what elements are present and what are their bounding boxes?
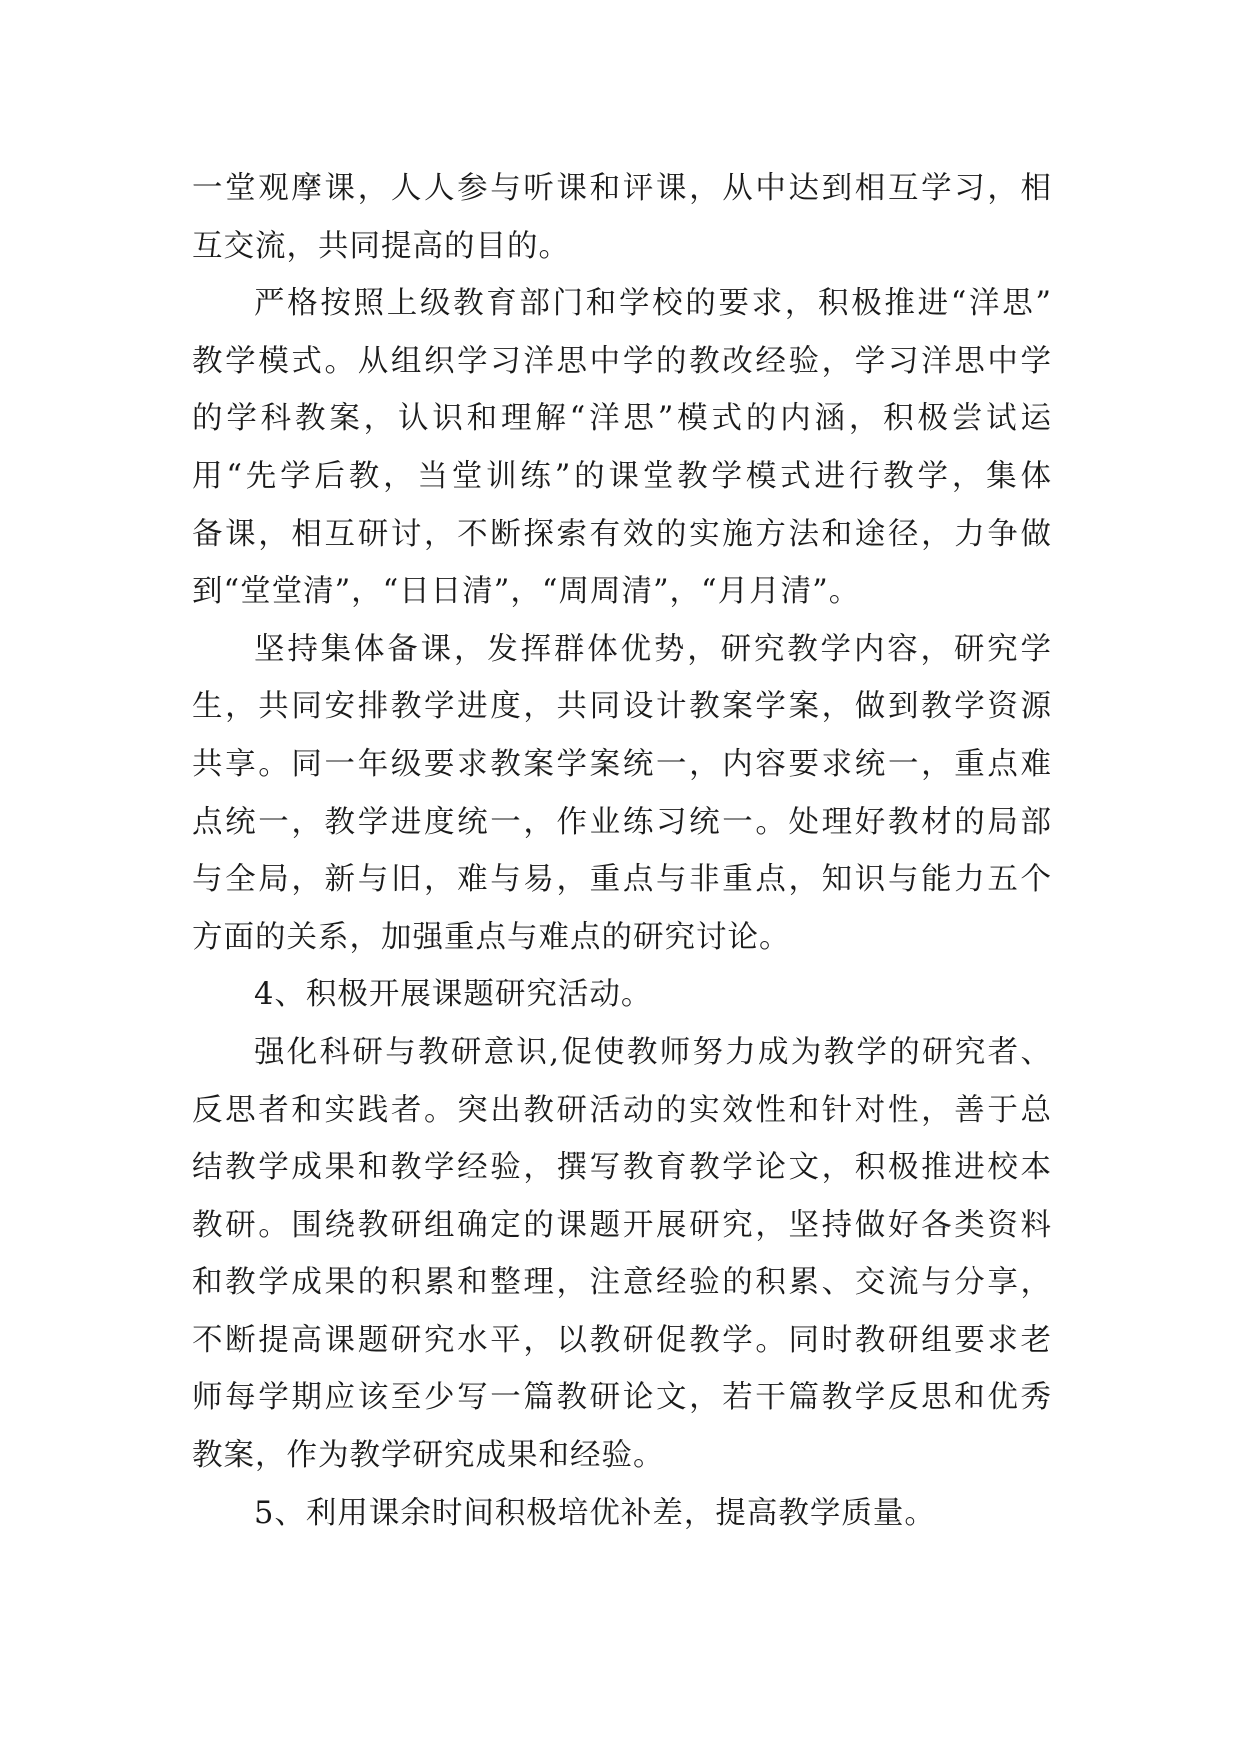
text-line: 备课，相互研讨，不断探索有效的实施方法和途径，力争做 [192,516,1052,552]
text-line: 教学模式。从组织学习洋思中学的教改经验，学习洋思中学 [192,343,1052,379]
body-text [192,160,1052,1542]
text-line: 一堂观摩课，人人参与听课和评课，从中达到相互学习，相 [192,171,1052,206]
text-line: 不断提高课题研究水平，以教研促教学。同时教研组要求老 [192,1322,1052,1358]
text-line: 的学科教案，认识和理解“洋思”模式的内涵，积极尝试运 [192,401,1052,437]
text-line: 师每学期应该至少写一篇教研论文，若干篇教学反思和优秀 [192,1380,1052,1416]
section-heading: 5、利用课余时间积极培优补差，提高教学质量。 [254,1495,936,1531]
text-line: 共享。同一年级要求教案学案统一，内容要求统一，重点难 [192,746,1052,782]
text-line: 点统一，教学进度统一，作业练习统一。处理好教材的局部 [192,804,1052,840]
text-line: 生，共同安排教学进度，共同设计教案学案，做到教学资源 [192,689,1052,725]
text-line: 用“先学后教，当堂训练”的课堂教学模式进行教学，集体 [192,458,1052,494]
paragraph-start-line: 严格按照上级教育部门和学校的要求，积极推进“洋思” [254,286,1052,322]
text-line: 和教学成果的积累和整理，注意经验的积累、交流与分享， [192,1265,1052,1301]
text-line: 互交流，共同提高的目的。 [192,228,570,264]
text-line: 到“堂堂清”，“日日清”，“周周清”，“月月清”。 [192,574,861,610]
text-line: 方面的关系，加强重点与难点的研究讨论。 [192,919,791,955]
section-heading: 4、积极开展课题研究活动。 [254,977,653,1013]
text-line: 结教学成果和教学经验，撰写教育教学论文，积极推进校本 [192,1150,1052,1186]
text-line: 与全局，新与旧，难与易，重点与非重点，知识与能力五个 [192,862,1052,898]
text-line: 反思者和实践者。突出教研活动的实效性和针对性，善于总 [192,1092,1052,1128]
paragraph-start-line: 强化科研与教研意识,促使教师努力成为教学的研究者、 [254,1034,1052,1070]
text-line: 教案，作为教学研究成果和经验。 [192,1438,665,1474]
paragraph-start-line: 坚持集体备课，发挥群体优势，研究教学内容，研究学 [254,631,1052,667]
text-line: 教研。围绕教研组确定的课题开展研究，坚持做好各类资料 [192,1207,1052,1243]
